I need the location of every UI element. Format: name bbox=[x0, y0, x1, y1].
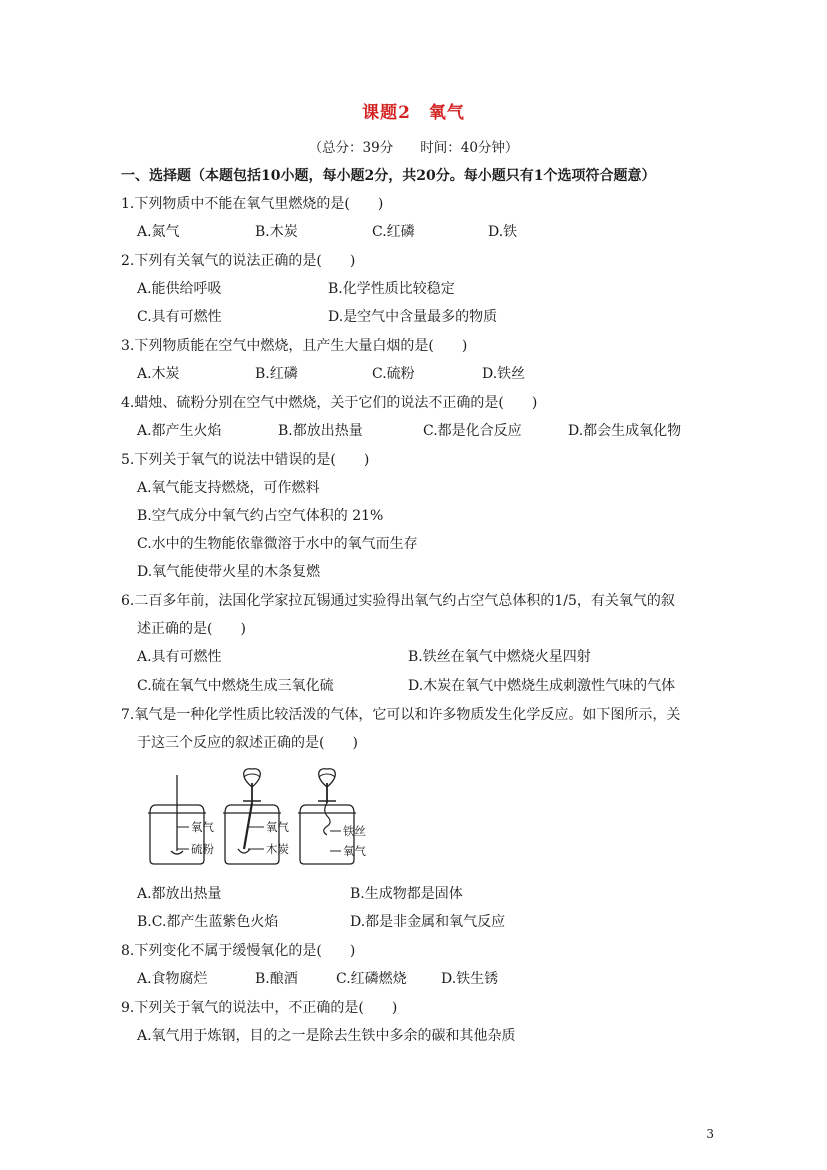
jar1-label-sulfur: 硫粉 bbox=[191, 842, 214, 856]
question-6-stem-line-2: 述正确的是( ) bbox=[137, 621, 246, 637]
question-3-stem: 3.下列物质能在空气中燃烧，且产生大量白烟的是( ) bbox=[121, 338, 468, 354]
question-6-option-c[interactable]: C.硫在氧气中燃烧生成三氧化硫 bbox=[137, 678, 334, 694]
jar2-label-charcoal: 木炭 bbox=[266, 842, 289, 856]
question-1-option-a[interactable]: A.氮气 bbox=[137, 224, 180, 240]
question-9-option-a[interactable]: A.氧气用于炼钢，目的之一是除去生铁中多余的碳和其他杂质 bbox=[137, 1028, 516, 1044]
question-3-option-b[interactable]: B.红磷 bbox=[255, 366, 298, 382]
question-1-stem: 1.下列物质中不能在氧气里燃烧的是( ) bbox=[121, 196, 384, 212]
question-5-option-a[interactable]: A.氧气能支持燃烧，可作燃料 bbox=[137, 480, 320, 496]
question-3-option-c[interactable]: C.硫粉 bbox=[372, 366, 415, 382]
question-5-stem: 5.下列关于氧气的说法中错误的是( ) bbox=[121, 452, 370, 468]
section-header: 一、选择题（本题包括10小题，每小题2分，共20分。每小题只有1个选项符合题意） bbox=[121, 168, 656, 184]
question-6-option-b[interactable]: B.铁丝在氧气中燃烧火星四射 bbox=[408, 649, 591, 665]
question-7-option-c[interactable] bbox=[137, 912, 278, 932]
question-5-option-d[interactable]: D.氧气能使带火星的木条复燃 bbox=[137, 564, 321, 580]
question-8-option-b[interactable]: B.酿酒 bbox=[255, 971, 298, 987]
page-title: 课题2 氧气 bbox=[362, 103, 465, 123]
question-5-option-b[interactable]: B.空气成分中氧气约占空气体积的 21% bbox=[137, 508, 384, 524]
question-3-option-a[interactable]: A.木炭 bbox=[137, 366, 180, 382]
question-6-option-d[interactable]: D.木炭在氧气中燃烧生成刺激性气味的气体 bbox=[408, 678, 676, 694]
question-5-option-c[interactable]: C.水中的生物能依靠微溶于水中的氧气而生存 bbox=[137, 536, 418, 552]
question-1-option-b[interactable]: B.木炭 bbox=[255, 224, 298, 240]
question-4-option-a[interactable]: A.都产生火焰 bbox=[137, 423, 222, 439]
question-6-stem-line-1: 6.二百多年前，法国化学家拉瓦锡通过实验得出氧气约占空气总体积的1/5，有关氧气的叙 bbox=[121, 593, 675, 609]
question-9-stem: 9.下列关于氧气的说法中，不正确的是( ) bbox=[121, 1000, 398, 1016]
jar3-label-iron-wire: 铁丝 bbox=[343, 824, 366, 838]
reaction-figure bbox=[140, 765, 380, 870]
question-8-stem: 8.下列变化不属于缓慢氧化的是( ) bbox=[121, 943, 356, 959]
question-8-option-c[interactable]: C.红磷燃烧 bbox=[336, 971, 407, 987]
question-4-option-c[interactable]: C.都是化合反应 bbox=[423, 423, 522, 439]
question-8-option-d[interactable]: D.铁生锈 bbox=[441, 971, 499, 987]
question-4-option-b[interactable]: B.都放出热量 bbox=[278, 423, 363, 439]
question-3-option-d[interactable]: D.铁丝 bbox=[482, 366, 526, 382]
question-4-option-d[interactable]: D.都会生成氧化物 bbox=[568, 423, 682, 439]
question-2-stem: 2.下列有关氧气的说法正确的是( ) bbox=[121, 253, 356, 269]
question-8-option-a[interactable]: A.食物腐烂 bbox=[137, 971, 208, 987]
jar1-label-oxygen: 氧气 bbox=[191, 820, 214, 834]
question-2-option-d[interactable]: D.是空气中含量最多的物质 bbox=[328, 309, 498, 325]
jar2-label-oxygen: 氧气 bbox=[266, 820, 289, 834]
question-4-stem: 4.蜡烛、硫粉分别在空气中燃烧，关于它们的说法不正确的是( ) bbox=[121, 395, 538, 411]
question-7-stem-line-2: 于这三个反应的叙述正确的是( ) bbox=[137, 735, 358, 751]
question-2-option-a[interactable]: A.能供给呼吸 bbox=[137, 281, 222, 297]
question-7-option-d[interactable]: D.都是非金属和氧气反应 bbox=[350, 914, 506, 930]
question-7-option-a[interactable]: A.都放出热量 bbox=[137, 886, 222, 902]
question-7-option-b[interactable]: B.生成物都是固体 bbox=[350, 886, 463, 902]
question-2-option-c[interactable]: C.具有可燃性 bbox=[137, 309, 222, 325]
question-7-stem-line-1: 7.氧气是一种化学性质比较活泼的气体，它可以和许多物质发生化学反应。如下图所示，关 bbox=[121, 707, 681, 723]
score-time-info: （总分：39分 时间：40分钟） bbox=[308, 140, 519, 156]
question-1-option-c[interactable]: C.红磷 bbox=[372, 224, 415, 240]
question-2-option-b[interactable]: B.化学性质比较稳定 bbox=[328, 281, 455, 297]
page-number: 3 bbox=[706, 1127, 714, 1141]
question-1-option-d[interactable]: D.铁 bbox=[488, 224, 518, 240]
question-7-option-c-text: C.都产生蓝紫色火焰 bbox=[151, 914, 279, 930]
jar3-label-oxygen: 氧气 bbox=[343, 844, 366, 858]
question-7-option-c-prefix: B. bbox=[137, 914, 152, 930]
question-6-option-a[interactable]: A.具有可燃性 bbox=[137, 649, 222, 665]
